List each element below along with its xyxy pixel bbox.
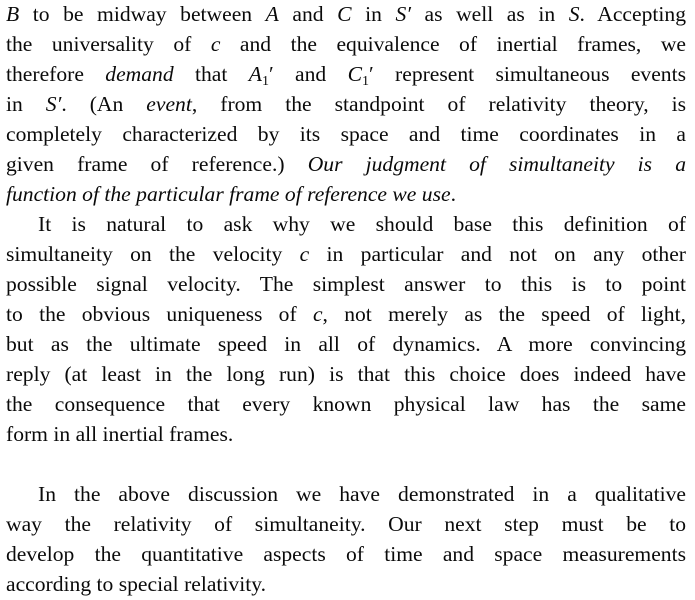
text-line-18 xyxy=(6,540,686,568)
symbol-s: S xyxy=(568,2,580,26)
line-3-part: ′ represent simultaneous events xyxy=(368,62,686,86)
line-1-part: in xyxy=(351,2,396,26)
subscript-1: 1 xyxy=(261,74,269,88)
text-line-16 xyxy=(38,480,686,508)
emphasis-judgment: Our judgment of simultaneity is a xyxy=(307,152,686,176)
emphasis-judgment-cont: function of the particular frame of reference we use xyxy=(6,182,451,206)
text-line-17 xyxy=(6,510,686,538)
line-1-part: as well as in xyxy=(410,2,569,26)
line-7-part: . xyxy=(450,182,456,206)
text-line-19 xyxy=(6,570,686,598)
line-4-part: , from the standpoint of relativity theory, is xyxy=(191,92,686,116)
symbol-s-prime: S′ xyxy=(395,2,411,26)
text-line-2 xyxy=(6,30,686,58)
symbol-c: C xyxy=(337,2,352,26)
text-line-15 xyxy=(6,420,686,448)
subscript-1: 1 xyxy=(361,74,369,88)
emphasis-demand: demand xyxy=(105,62,174,86)
line-1-part: to be midway between xyxy=(19,2,266,26)
symbol-s-prime: S′ xyxy=(45,92,62,116)
text-line-9 xyxy=(6,240,686,268)
symbol-a1: A xyxy=(248,62,262,86)
line-1-part: . Accepting xyxy=(579,2,686,26)
symbol-a: A xyxy=(265,2,279,26)
text-line-8 xyxy=(38,210,686,238)
line-3-part: that xyxy=(173,62,249,86)
line-17-part: way the relativity of simultaneity. Our next step must be to xyxy=(6,512,686,536)
line-13-part: reply (at least in the long run) is that this choice does indeed have xyxy=(6,362,686,386)
symbol-c1: C xyxy=(347,62,362,86)
text-line-14 xyxy=(6,390,686,418)
line-4-part: in xyxy=(6,92,46,116)
line-1-part: and xyxy=(278,2,338,26)
emphasis-event: event xyxy=(146,92,192,116)
text-line-5 xyxy=(6,120,686,148)
text-line-10 xyxy=(6,270,686,298)
line-14-part: the consequence that every known physical law has the same xyxy=(6,392,686,416)
text-line-6 xyxy=(6,150,686,178)
text-line-3 xyxy=(6,60,686,88)
line-3-part: ′ and xyxy=(268,62,348,86)
line-9-part: in particular and not on any other xyxy=(309,242,686,266)
line-5-part: completely characterized by its space and time coordinates in a xyxy=(6,122,686,146)
symbol-b: B xyxy=(6,2,20,26)
line-3-part: therefore xyxy=(6,62,106,86)
text-line-13 xyxy=(6,360,686,388)
text-line-4 xyxy=(6,90,686,118)
line-15-part: form in all inertial frames. xyxy=(6,422,234,446)
symbol-c-speed: c xyxy=(299,242,310,266)
line-11-part: to the obvious uniqueness of xyxy=(6,302,313,326)
line-11-part: , not merely as the speed of light, xyxy=(322,302,686,326)
line-8-part: It is natural to ask why we should base this definition of xyxy=(38,212,686,236)
text-line-12 xyxy=(6,330,686,358)
line-4-part: . (An xyxy=(61,92,147,116)
line-2-part: and the equivalence of inertial frames, we xyxy=(220,32,686,56)
line-6-part: given frame of reference.) xyxy=(6,152,308,176)
line-18-part: develop the quantitative aspects of time and space measurements xyxy=(6,542,686,566)
line-16-part: In the above discussion we have demonstrated in a qualitative xyxy=(38,482,686,506)
symbol-c-speed: c xyxy=(312,302,323,326)
text-line-7 xyxy=(6,180,686,208)
symbol-c-speed: c xyxy=(210,32,221,56)
line-2-part: the universality of xyxy=(6,32,211,56)
line-10-part: possible signal velocity. The simplest answer to this is to point xyxy=(6,272,686,296)
line-9-part: simultaneity on the velocity xyxy=(6,242,300,266)
line-19-part: according to special relativity. xyxy=(6,572,267,596)
text-line-1 xyxy=(6,0,686,28)
text-line-11 xyxy=(6,300,686,328)
line-12-part: but as the ultimate speed in all of dynamics. A more convincing xyxy=(6,332,686,356)
